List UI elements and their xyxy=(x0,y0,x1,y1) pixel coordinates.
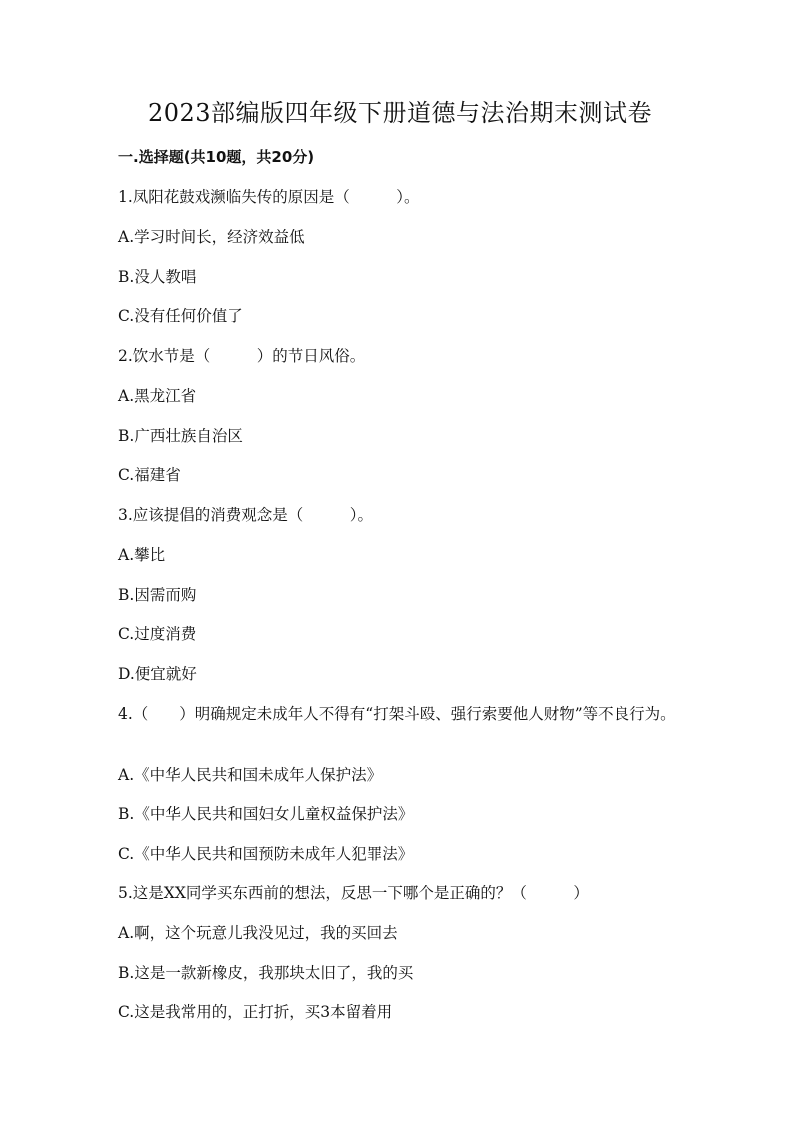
section-heading: 一.选择题(共10题，共20分) xyxy=(118,148,315,166)
question-2-option-c: C.福建省 xyxy=(118,466,181,484)
question-3-option-a: A.攀比 xyxy=(118,546,166,564)
question-3-stem: 3.应该提倡的消费观念是（ ）。 xyxy=(118,506,374,524)
question-1-option-a: A.学习时间长，经济效益低 xyxy=(118,228,305,246)
question-4-option-b: B.《中华人民共和国妇女儿童权益保护法》 xyxy=(118,805,414,823)
question-4-option-c: C.《中华人民共和国预防未成年人犯罪法》 xyxy=(118,845,414,863)
question-1-stem: 1.凤阳花鼓戏濒临失传的原因是（ ）。 xyxy=(118,188,420,206)
question-3-option-d: D.便宜就好 xyxy=(118,665,197,683)
question-5-option-c: C.这是我常用的，正打折，买3本留着用 xyxy=(118,1003,393,1021)
question-2-option-b: B.广西壮族自治区 xyxy=(118,427,243,445)
question-3-option-c: C.过度消费 xyxy=(118,625,197,643)
question-1-option-c: C.没有任何价值了 xyxy=(118,307,243,325)
question-5-option-b: B.这是一款新橡皮，我那块太旧了，我的买 xyxy=(118,964,414,982)
question-4-stem: 4.（ ）明确规定未成年人不得有“打架斗殴、强行索要他人财物”等不良行为。 xyxy=(118,705,676,723)
question-3-option-b: B.因需而购 xyxy=(118,586,197,604)
question-1-option-b: B.没人教唱 xyxy=(118,268,197,286)
question-5-stem: 5.这是XX同学买东西前的想法，反思一下哪个是正确的？（ ） xyxy=(118,884,589,902)
page-title: 2023部编版四年级下册道德与法治期末测试卷 xyxy=(147,99,653,127)
question-2-option-a: A.黑龙江省 xyxy=(118,387,197,405)
question-2-stem: 2.饮水节是（ ）的节日风俗。 xyxy=(118,347,366,365)
question-5-option-a: A.啊，这个玩意儿我没见过，我的买回去 xyxy=(118,924,398,942)
question-4-option-a: A.《中华人民共和国未成年人保护法》 xyxy=(118,766,383,784)
